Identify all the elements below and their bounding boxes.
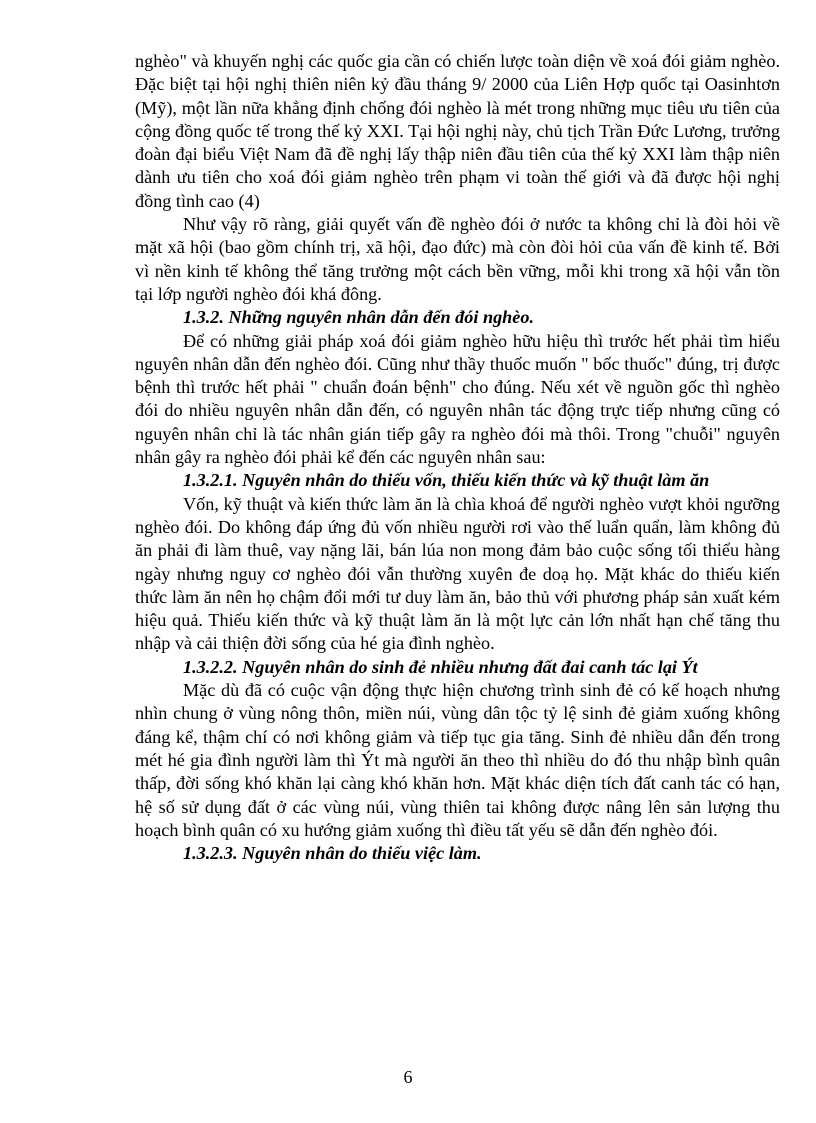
section-heading-1-3-2-1: 1.3.2.1. Nguyên nhân do thiếu vốn, thiếu kiến thức và kỹ thuật làm ăn: [183, 470, 710, 491]
paragraph-conclusion: Như vậy rõ ràng, giải quyết vấn đề nghèo đói ở nước ta không chỉ là đòi hỏi về mặt xã hội (bao gồm chính trị, xã hội, đạo đức) mà còn đòi hỏi của vấn đề kinh tế. Bởi vì nền kinh tế không thể tăng trưởng một cách bền vững, mỗi khi trong xã hội vẫn tồn tại lớp người nghèo đói khá đông.: [135, 214, 780, 304]
section-heading-1-3-2: 1.3.2. Những nguyên nhân dẫn đến đói nghèo.: [183, 307, 534, 328]
document-body: [135, 50, 780, 865]
paragraph-causes-intro: Để có những giải pháp xoá đói giảm nghèo hữu hiệu thì trước hết phải tìm hiểu nguyên nhân dẫn đến nghèo đói. Cũng như thầy thuốc muốn " bốc thuốc" đúng, trị được bệnh thì trước hết phải " chuẩn đoán bệnh" cho đúng. Nếu xét về nguồn gốc thì nghèo đói do nhiều nguyên nhân dẫn đến, có nguyên nhân tác động trực tiếp nhưng cũng có nguyên nhân chỉ là tác nhân gián tiếp gây ra nghèo đói mà thôi. Trong "chuỗi" nguyên nhân gây ra nghèo đói phải kể đến các nguyên nhân sau:: [135, 330, 780, 468]
section-heading-1-3-2-3: 1.3.2.3. Nguyên nhân do thiếu việc làm.: [183, 843, 482, 864]
paragraph-continuation: nghèo" và khuyến nghị các quốc gia cần có chiến lược toàn diện về xoá đói giảm nghèo. Đặc biệt tại hội nghị thiên niên kỷ đầu tháng 9/ 2000 của Liên Hợp quốc tại Oasinhtơn (Mỹ), một lần nữa khẳng định chống đói nghèo là mét trong những mục tiêu ưu tiên của cộng đồng quốc tế trong thế kỷ XXI. Tại hội nghị này, chủ tịch Trần Đức Lương, trưởng đoàn đại biểu Việt Nam đã đề nghị lấy thập niên đầu tiên của thế kỷ XXI làm thập niên dành ưu tiên cho xoá đói giảm nghèo trên phạm vi toàn thế giới và đã được hội nghị đồng tình cao (4): [135, 51, 780, 211]
paragraph-capital-knowledge: Vốn, kỹ thuật và kiến thức làm ăn là chìa khoá để người nghèo vượt khỏi ngưỡng nghèo đói. Do không đáp ứng đủ vốn nhiều người rơi vào thế luẩn quẩn, làm không đủ ăn phải đi làm thuê, vay nặng lãi, bán lúa non mong đảm bảo cuộc sống tối thiểu hàng ngày nhưng nguy cơ nghèo đói vẫn thường xuyên đe doạ họ. Mặt khác do thiếu kiến thức làm ăn nên họ chậm đổi mới tư duy làm ăn, bảo thủ với phương pháp sản xuất kém hiệu quả. Thiếu kiến thức và kỹ thuật làm ăn là một lực cản lớn nhất hạn chế tăng thu nhập và cải thiện đời sống của hé gia đình nghèo.: [135, 493, 780, 654]
page-number: 6: [403, 1067, 413, 1087]
paragraph-birth-rate-land: Mặc dù đã có cuộc vận động thực hiện chương trình sinh đẻ có kế hoạch nhưng nhìn chung ở vùng nông thôn, miền núi, vùng dân tộc tỷ lệ sinh đẻ giảm xuống không đáng kể, thậm chí có nơi không giảm và tiếp tục gia tăng. Sinh đẻ nhiều dẫn đến trong mét hé gia đình người làm thì Ýt mà người ăn theo thì nhiều do đó thu nhập bình quân thấp, đời sống khó khăn lại càng khó khăn hơn. Mặt khác diện tích đất canh tác có hạn, hệ số sử dụng đất ở các vùng núi, vùng thiên tai không được nâng lên sản lượng thu hoạch bình quân có xu hướng giảm xuống thì điều tất yếu sẽ dẫn đến nghèo đói.: [135, 680, 780, 840]
section-heading-1-3-2-2: 1.3.2.2. Nguyên nhân do sinh đẻ nhiều nhưng đất đai canh tác lại Ýt: [183, 656, 698, 677]
